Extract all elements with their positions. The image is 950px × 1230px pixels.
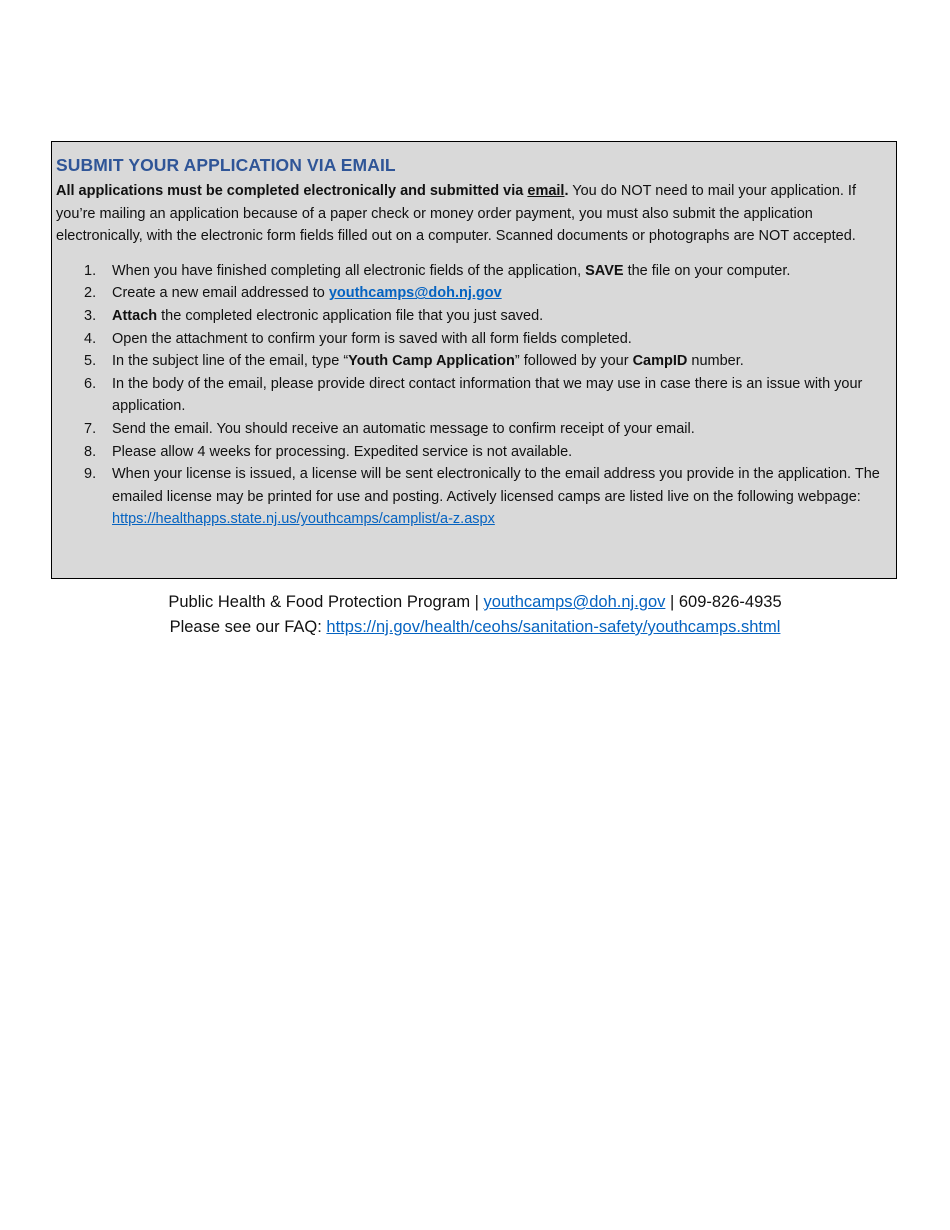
intro-bold-period: . — [564, 183, 569, 199]
step-text: ” followed by your — [514, 353, 633, 370]
program-name: Public Health & Food Protection Program | — [168, 593, 484, 611]
step-text: When you have finished completing all electronic fields of the application, — [112, 262, 586, 279]
step-item — [56, 441, 892, 464]
step-number: 5. — [84, 353, 97, 370]
faq-link[interactable]: https://nj.gov/health/ceohs/sanitation-safety/youthcamps.shtml — [326, 618, 781, 636]
footer-contact-line — [0, 590, 950, 615]
email-link[interactable]: youthcamps@doh.nj.gov — [328, 285, 502, 302]
step-text: Send the email. You should receive an automatic message to confirm receipt of your email. — [112, 420, 695, 437]
camp-list-link[interactable]: https://healthapps.state.nj.us/youthcamps/camplist/a-z.aspx — [112, 511, 495, 528]
intro-paragraph — [56, 180, 892, 248]
footer-email-link[interactable]: youthcamps@doh.nj.gov — [483, 593, 666, 611]
intro-email-word: email — [527, 183, 565, 199]
step-item — [56, 350, 892, 373]
step-item — [56, 282, 892, 305]
step-number: 4. — [84, 330, 97, 347]
faq-label: Please see our FAQ: — [169, 618, 327, 636]
step-number: 9. — [84, 466, 97, 483]
step-number: 1. — [84, 262, 97, 279]
step-number: 3. — [84, 307, 97, 324]
step-number: 6. — [84, 375, 97, 392]
footer — [0, 590, 950, 640]
submit-instructions-box — [51, 141, 897, 579]
step-text: When your license is issued, a license will be sent electronically to the email address you provide in the application. The emailed license may be printed for use and posting. Actively licensed camps are listed live on the following webpage: — [112, 466, 880, 505]
step-number: 7. — [84, 420, 97, 437]
step-item — [56, 260, 892, 283]
steps-list — [56, 260, 892, 531]
step-bold: Youth Camp Application — [348, 353, 515, 370]
step-item — [56, 305, 892, 328]
step-text: In the body of the email, please provide direct contact information that we may use in case there is an issue with your application. — [112, 375, 863, 415]
step-number: 2. — [84, 285, 97, 302]
intro-bold-text: All applications must be completed electronically and submitted via — [56, 183, 528, 199]
step-text: Please allow 4 weeks for processing. Expedited service is not available. — [112, 443, 573, 460]
step-text: the completed electronic application file that you just saved. — [157, 307, 544, 324]
step-item — [56, 328, 892, 351]
phone-number: | 609-826-4935 — [665, 593, 782, 611]
step-text: the file on your computer. — [623, 262, 791, 279]
step-number: 8. — [84, 443, 97, 460]
step-item — [56, 463, 892, 531]
step-item — [56, 418, 892, 441]
step-bold: Attach — [112, 307, 158, 324]
step-bold: CampID — [632, 353, 688, 370]
step-text: number. — [687, 353, 744, 370]
step-text: Open the attachment to confirm your form is saved with all form fields completed. — [112, 330, 632, 347]
step-text: Create a new email addressed to — [112, 285, 329, 302]
section-title: SUBMIT YOUR APPLICATION VIA EMAIL — [56, 155, 396, 175]
intro-rest-text: You do NOT need to mail your application. If you’re mailing an application because of a paper check or money order payment, you must also submit the application electronically, with the electronic form fields filled out on a computer. Scanned documents or photographs are NOT accepted. — [56, 183, 856, 245]
step-text: In the subject line of the email, type “ — [112, 353, 349, 370]
step-bold: SAVE — [585, 262, 624, 279]
step-item — [56, 373, 892, 418]
footer-faq-line — [0, 615, 950, 640]
